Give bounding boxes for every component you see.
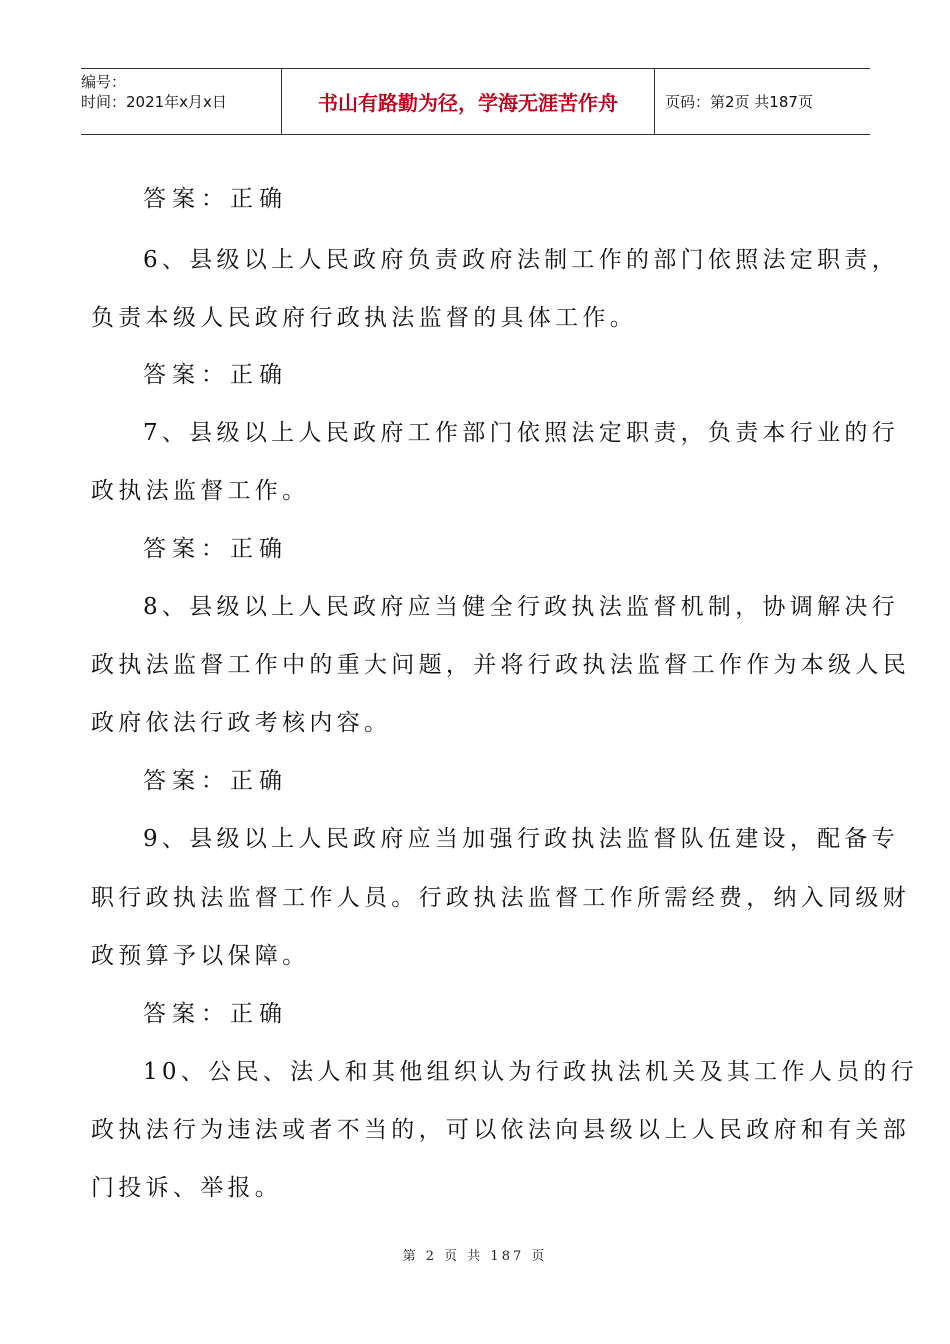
question-line: 政府依法行政考核内容。 <box>91 710 392 736</box>
header-meta <box>81 69 282 134</box>
question-line: 门投诉、举报。 <box>91 1175 283 1201</box>
answer-line: 答案：正确 <box>143 768 288 794</box>
question-line: 职行政执法监督工作人员。行政执法监督工作所需经费，纳入同级财 <box>91 885 910 911</box>
question-line: 8、县级以上人民政府应当健全行政执法监督机制，协调解决行 <box>143 594 900 620</box>
answer-line: 答案：正确 <box>143 186 288 212</box>
question-line: 9、县级以上人民政府应当加强行政执法监督队伍建设，配备专 <box>143 826 900 852</box>
question-line: 负责本级人民政府行政执法监督的具体工作。 <box>91 305 637 331</box>
question-line: 政执法监督工作。 <box>91 478 310 504</box>
answer-line: 答案：正确 <box>143 1001 288 1027</box>
header-date-label: 时间：2021年x月x日 <box>81 93 227 111</box>
question-line: 政执法监督工作中的重大问题，并将行政执法监督工作作为本级人民 <box>91 652 910 678</box>
answer-line: 答案：正确 <box>143 362 288 388</box>
question-line: 6、县级以上人民政府负责政府法制工作的部门依照法定职责， <box>143 247 900 273</box>
header-motto: 书山有路勤为径，学海无涯苦作舟 <box>282 69 655 134</box>
question-line: 政预算予以保障。 <box>91 943 310 969</box>
header-number-label: 编号： <box>81 73 127 91</box>
answer-line: 答案：正确 <box>143 536 288 562</box>
question-line: 政执法行为违法或者不当的，可以依法向县级以上人民政府和有关部 <box>91 1117 910 1143</box>
question-line: 7、县级以上人民政府工作部门依照法定职责，负责本行业的行 <box>143 420 900 446</box>
header-page-info: 页码：第2页 共187页 <box>665 93 813 111</box>
page-footer: 第 2 页 共 187 页 <box>402 1249 548 1264</box>
page-header <box>81 68 870 135</box>
question-line: 10、公民、法人和其他组织认为行政执法机关及其工作人员的行 <box>143 1059 918 1085</box>
